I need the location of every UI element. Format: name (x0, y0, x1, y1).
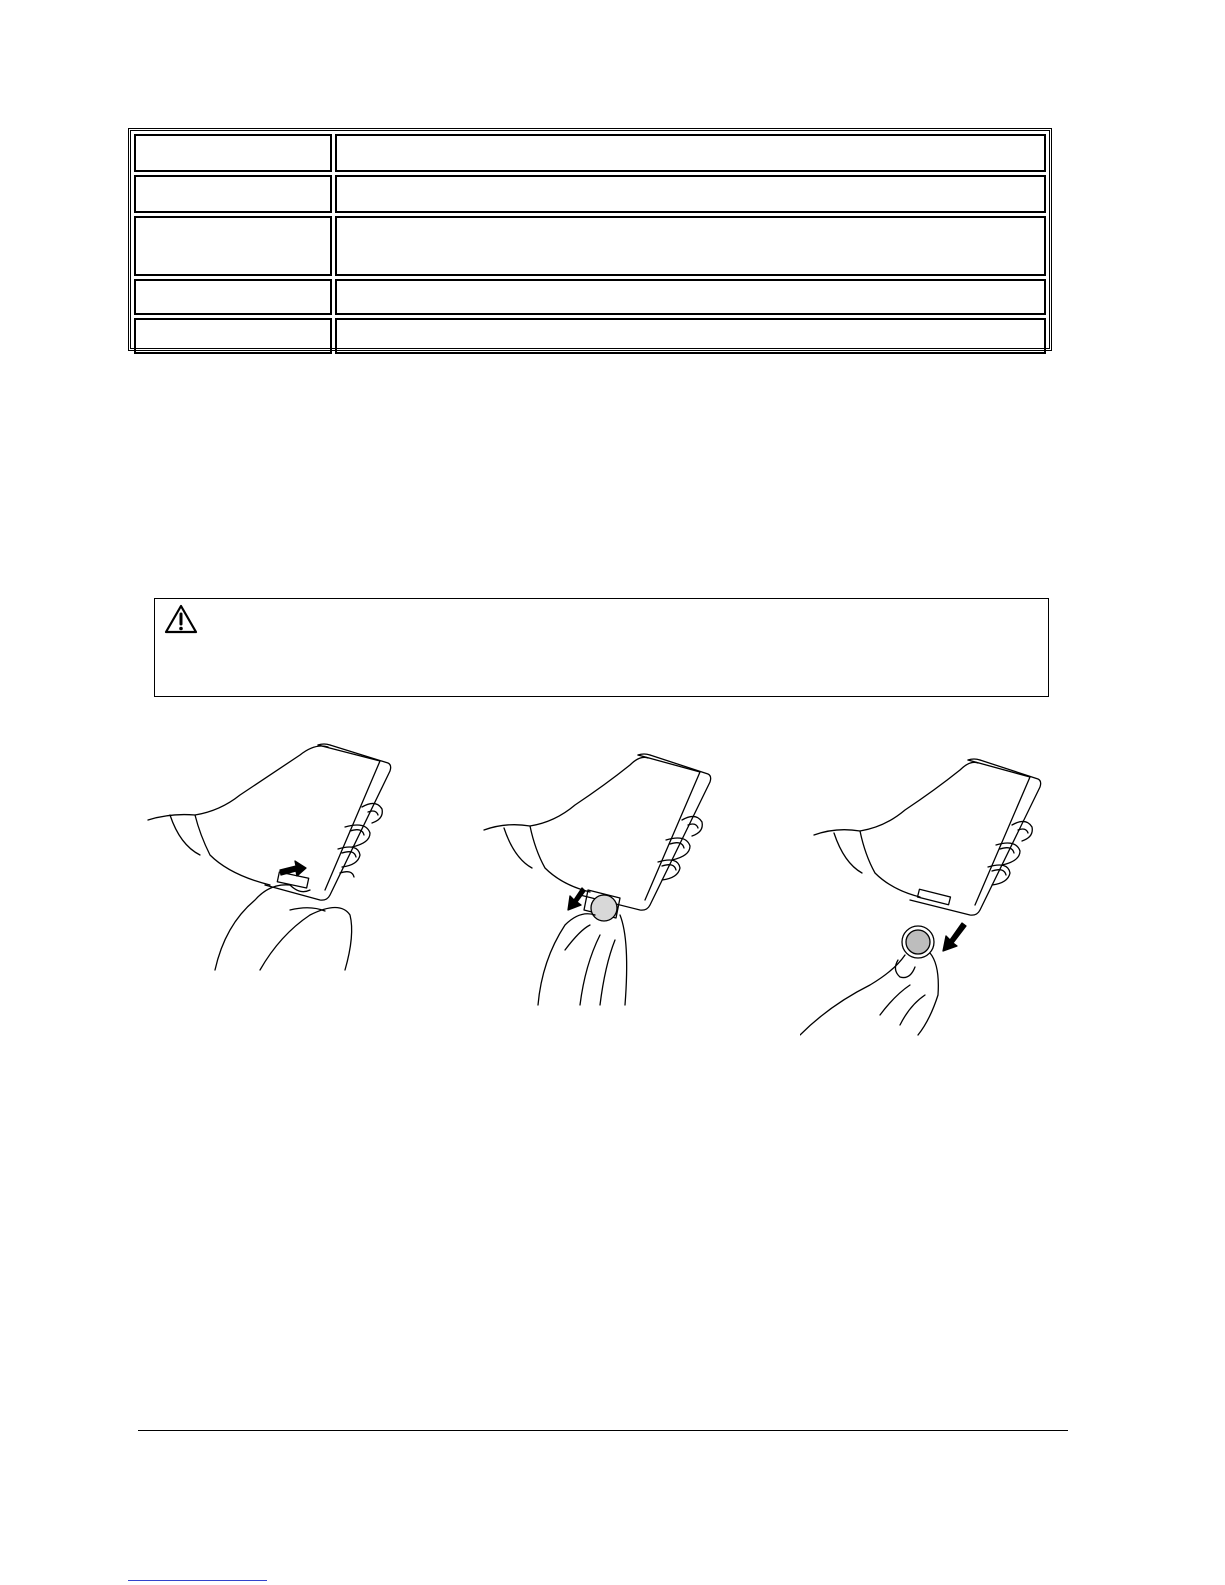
spec-table (128, 128, 1052, 351)
spec-row (134, 175, 1046, 213)
spec-label (134, 175, 332, 213)
spec-value (335, 134, 1046, 172)
spec-label (134, 134, 332, 172)
spec-label (134, 279, 332, 315)
spec-row (134, 216, 1046, 276)
spec-label (134, 318, 332, 354)
footer-rule (138, 1430, 1068, 1431)
warning-triangle-icon (164, 604, 198, 634)
spec-value (335, 175, 1046, 213)
footer-link[interactable] (128, 1580, 267, 1581)
pull-out-battery-tray-illustration (470, 750, 730, 1010)
spec-row (134, 279, 1046, 315)
spec-value (335, 216, 1046, 276)
slide-battery-latch-illustration (140, 735, 400, 975)
spec-row (134, 318, 1046, 354)
remove-coin-battery-illustration (800, 755, 1060, 1040)
spec-value (335, 318, 1046, 354)
spec-row (134, 134, 1046, 172)
caution-box (154, 598, 1049, 697)
spec-value (335, 279, 1046, 315)
spec-label (134, 216, 332, 276)
